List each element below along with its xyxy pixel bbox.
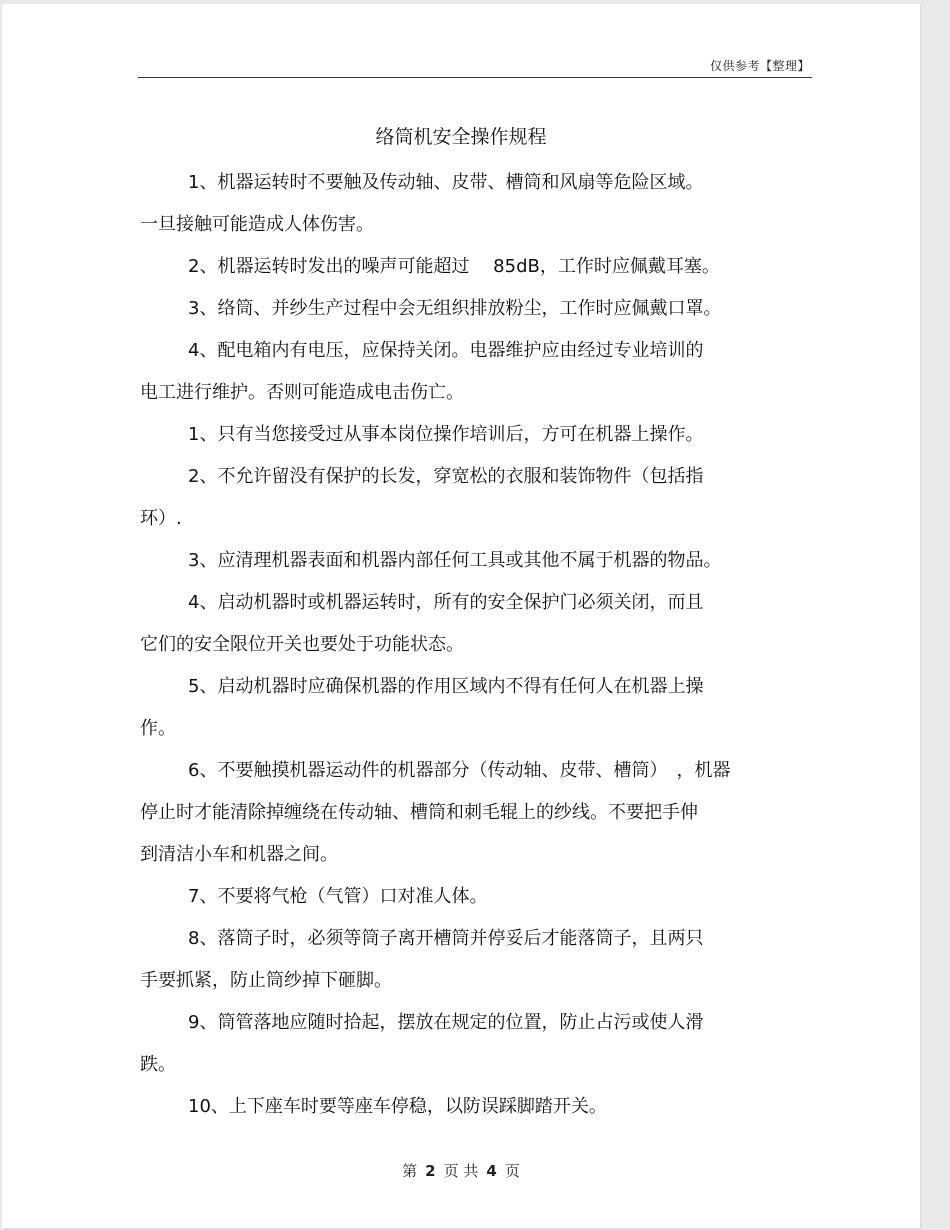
paragraph-continuation: 手要抓紧，防止筒纱掉下砸脚。 <box>140 970 392 991</box>
document-title: 络筒机安全操作规程 <box>375 126 547 148</box>
footer-suffix: 页 <box>504 1162 520 1180</box>
paragraph-continuation: 停止时才能清除掉缠绕在传动轴、槽筒和刺毛辊上的纱线。不要把手伸 <box>140 802 698 823</box>
footer-page-number: 2 <box>425 1162 436 1180</box>
paragraph-continuation: 跌。 <box>140 1054 176 1075</box>
paragraph-line: 1、只有当您接受过从事本岗位操作培训后，方可在机器上操作。 <box>188 424 704 445</box>
paragraph-continuation: 电工进行维护。否则可能造成电击伤亡。 <box>140 382 464 403</box>
paragraph-line: 2、机器运转时发出的噪声可能超过 85dB，工作时应佩戴耳塞。 <box>188 256 720 277</box>
page-footer <box>2 1160 920 1181</box>
paragraph-line: 6、不要触摸机器运动件的机器部分（传动轴、皮带、槽筒） ，机器 <box>188 760 731 781</box>
footer-total-pages: 4 <box>486 1162 497 1180</box>
paragraph-line: 8、落筒子时，必须等筒子离开槽筒并停妥后才能落筒子，且两只 <box>188 928 704 949</box>
paragraph-line: 2、不允许留没有保护的长发，穿宽松的衣服和装饰物件（包括指 <box>188 466 704 487</box>
paragraph-line: 3、应清理机器表面和机器内部任何工具或其他不属于机器的物品。 <box>188 550 722 571</box>
paragraph-line: 1、机器运转时不要触及传动轴、皮带、槽筒和风扇等危险区域。 <box>188 172 704 193</box>
footer-prefix: 第 <box>402 1162 418 1180</box>
paragraph-continuation: 一旦接触可能造成人体伤害。 <box>140 214 374 235</box>
paragraph-line: 9、筒管落地应随时拾起，摆放在规定的位置，防止占污或使人滑 <box>188 1012 704 1033</box>
paragraph-continuation: 到清洁小车和机器之间。 <box>140 844 338 865</box>
paragraph-line: 4、启动机器时或机器运转时，所有的安全保护门必须关闭，而且 <box>188 592 704 613</box>
paragraph-continuation: 作。 <box>140 718 176 739</box>
document-body <box>140 162 812 1128</box>
header-note: 仅供参考【整理】 <box>709 59 810 73</box>
footer-mid: 页 共 <box>443 1162 479 1180</box>
paragraph-line: 7、不要将气枪（气管）口对准人体。 <box>188 886 488 907</box>
paragraph-line: 10、上下座车时要等座车停稳，以防误踩脚踏开关。 <box>188 1096 607 1117</box>
document-page <box>2 4 920 1228</box>
paragraph-line: 3、络筒、并纱生产过程中会无组织排放粉尘，工作时应佩戴口罩。 <box>188 298 722 319</box>
header-divider <box>138 77 812 78</box>
paragraph-continuation: 环）. <box>140 508 182 529</box>
paragraph-continuation: 它们的安全限位开关也要处于功能状态。 <box>140 634 464 655</box>
paragraph-line: 4、配电箱内有电压，应保持关闭。电器维护应由经过专业培训的 <box>188 340 704 361</box>
paragraph-line: 5、启动机器时应确保机器的作用区域内不得有任何人在机器上操 <box>188 676 704 697</box>
